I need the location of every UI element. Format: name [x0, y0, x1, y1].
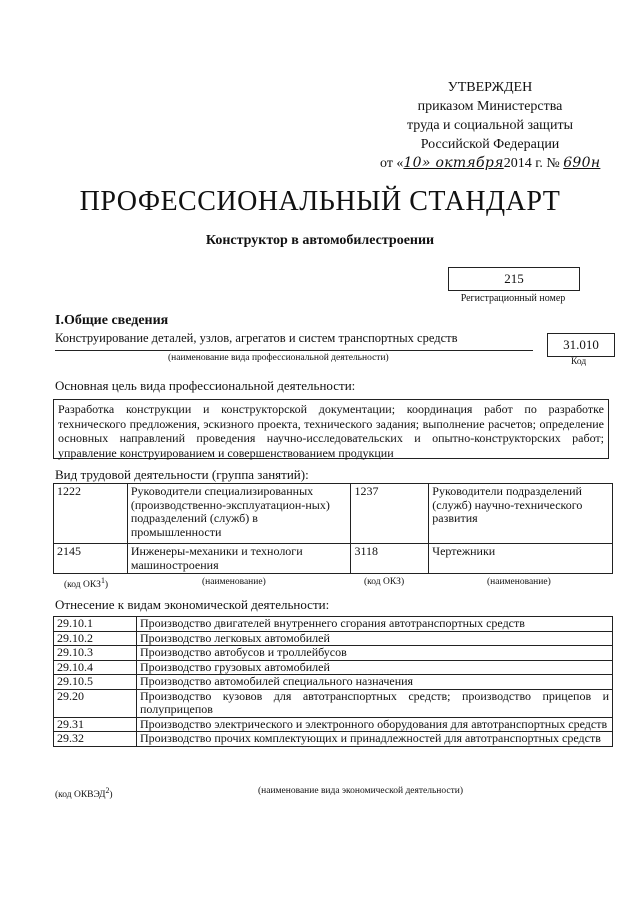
occupation-name-cell: Руководители подразделений (служб) научно-технического развития: [429, 484, 613, 544]
occupation-table: [53, 483, 613, 574]
table-row: [54, 646, 613, 661]
occupation-name-cell: Инженеры-механики и технологи машиностроения: [127, 544, 351, 574]
okved-name-cell: Производство легковых автомобилей: [137, 631, 613, 646]
activity-code-box: 31.010: [547, 333, 615, 357]
code-caption: Код: [571, 357, 587, 367]
okved-name-cell: Производство электрического и электронного оборудования для автотранспортных средств: [137, 717, 613, 732]
approval-country: Российской Федерации: [420, 137, 560, 152]
approval-order: приказом Министерства: [417, 99, 563, 114]
okved-name-caption: (наименование вида экономической деятельности): [258, 786, 463, 796]
occupation-name-cell: Руководители специализированных (производственно-эксплуатацион-ных) подразделений (служб) в промышленности: [127, 484, 351, 544]
table-row: [54, 732, 613, 747]
table-row: [54, 484, 613, 544]
footnote-mark: 1: [100, 576, 105, 585]
occupation-name-caption-2: (наименование): [487, 577, 551, 587]
okved-code-cell: 29.10.1: [54, 617, 137, 632]
activity-caption: (наименование вида профессиональной деятельности): [168, 353, 389, 363]
okved-name-cell: Производство грузовых автомобилей: [137, 660, 613, 675]
okz-code-cell: 1237: [351, 484, 429, 544]
table-row: [54, 631, 613, 646]
table-row: [54, 675, 613, 690]
okved-name-cell: Производство двигателей внутреннего сгорания автотранспортных средств: [137, 617, 613, 632]
okz-code-cell: 2145: [54, 544, 128, 574]
section-heading: I.Общие сведения: [55, 313, 169, 328]
table-row: [54, 717, 613, 732]
table-row: [54, 544, 613, 574]
okved-name-cell: Производство прочих комплектующих и принадлежностей для автотранспортных средств: [137, 732, 613, 747]
okved-code-caption: (код ОКВЭД$^2$): [55, 786, 113, 801]
approval-title: УТВЕРЖДЕН: [447, 80, 533, 95]
table-row: [54, 617, 613, 632]
okved-code-cell: 29.20: [54, 689, 137, 717]
handwritten-date: 10» октября: [403, 155, 504, 171]
date-prefix: от «: [380, 156, 404, 171]
approval-date-line: [380, 154, 600, 173]
date-year: 2014 г. №: [503, 156, 560, 171]
okved-code-cell: 29.10.2: [54, 631, 137, 646]
table-row: [54, 660, 613, 675]
handwritten-order-number: 690н: [563, 155, 601, 171]
okved-code-cell: 29.31: [54, 717, 137, 732]
okz-code-caption-2: (код ОКЗ): [364, 577, 405, 587]
okz-code-cell: 1222: [54, 484, 128, 544]
okved-name-cell: Производство автобусов и троллейбусов: [137, 646, 613, 661]
goal-text-box: Разработка конструкции и конструкторской документации; координация работ по разработке технического предложения, эскизного проекта, технического задания; выполнение расчетов; определение основных направлений проведения научно-исследовательских и опытно-конструкторских работ; управление конструированием и совершенствованием продукции: [53, 399, 609, 459]
table-row: [54, 689, 613, 717]
okved-code-cell: 29.10.4: [54, 660, 137, 675]
occupation-group-heading: Вид трудовой деятельности (группа занятий):: [55, 467, 309, 482]
footnote-mark: 2: [105, 786, 110, 795]
okz-code-caption: (код ОКЗ$^1$): [64, 576, 109, 591]
okved-code-cell: 29.10.5: [54, 675, 137, 690]
approval-ministry: труда и социальной защиты: [407, 118, 573, 133]
occupation-name-caption: (наименование): [202, 577, 266, 587]
document-subtitle: Конструктор в автомобилестроении: [205, 233, 435, 248]
okz-code-cell: 3118: [351, 544, 429, 574]
okved-name-cell: Производство кузовов для автотранспортных средств; производство прицепов и полуприцепов: [137, 689, 613, 717]
activity-name: Конструирование деталей, узлов, агрегатов и систем транспортных средств: [55, 331, 458, 345]
economic-activity-table: [53, 616, 613, 747]
okved-name-cell: Производство автомобилей специального назначения: [137, 675, 613, 690]
approval-block: [380, 78, 600, 173]
activity-underline: [55, 350, 533, 351]
economic-activity-heading: Отнесение к видам экономической деятельности:: [55, 597, 330, 612]
occupation-name-cell: Чертежники: [429, 544, 613, 574]
okved-code-cell: 29.32: [54, 732, 137, 747]
registration-number-label: Регистрационный номер: [460, 293, 566, 304]
document-title: ПРОФЕССИОНАЛЬНЫЙ СТАНДАРТ: [79, 186, 561, 217]
okved-code-cell: 29.10.3: [54, 646, 137, 661]
goal-heading: Основная цель вида профессиональной деятельности:: [55, 378, 356, 393]
registration-number-box: 215: [448, 267, 580, 291]
